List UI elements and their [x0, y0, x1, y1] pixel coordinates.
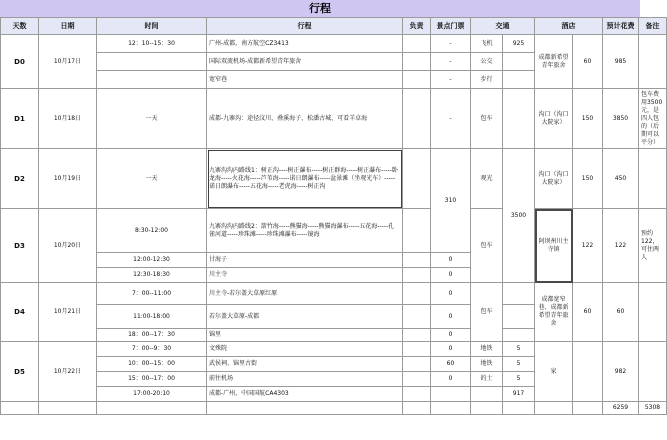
table-row — [1, 149, 667, 209]
table-row — [1, 342, 667, 357]
ticket-cell[interactable]: - — [431, 53, 471, 71]
transport-cell[interactable]: 步行 — [471, 71, 503, 89]
time-cell[interactable]: 12:00-12:30 — [97, 253, 207, 268]
header-note[interactable]: 备注 — [639, 18, 667, 35]
itinerary-table — [0, 17, 667, 415]
transport-cost-cell[interactable] — [503, 53, 535, 71]
grand-total-b[interactable]: 5308 — [639, 402, 667, 415]
total-cell[interactable]: 3850 — [603, 89, 639, 149]
grand-total-a[interactable]: 6259 — [603, 402, 639, 415]
total-cell[interactable]: 985 — [603, 35, 639, 89]
date-cell[interactable]: 10月22日 — [39, 342, 97, 402]
transport-cell[interactable]: 观光 — [471, 149, 503, 209]
hotel-cell[interactable]: 家 — [535, 342, 573, 402]
day-cell[interactable]: D1 — [1, 89, 39, 149]
time-cell[interactable]: 8:30-12:00 — [97, 209, 207, 253]
hotel-cell[interactable]: 成都新希望青年旅舍 — [535, 35, 573, 89]
total-cell[interactable]: 450 — [603, 149, 639, 209]
owner-cell[interactable] — [403, 149, 431, 209]
hotel-cost-cell[interactable] — [573, 342, 603, 402]
ticket-total-cell[interactable]: 310 — [431, 149, 471, 253]
ticket-cell[interactable]: 0 — [431, 372, 471, 387]
time-cell[interactable]: 一天 — [97, 89, 207, 149]
plan-cell[interactable]: 甘海子 — [207, 253, 403, 268]
time-cell[interactable]: 12：10--15：30 — [97, 35, 207, 53]
plan-cell[interactable]: 川主寺 — [207, 268, 403, 283]
plan-cell[interactable]: 成都-九寨沟：途径汶川、叠溪海子、松潘古城、可看羊卓海 — [207, 89, 403, 149]
transport-total-cell[interactable]: 3500 — [503, 149, 535, 283]
hotel-cost-cell[interactable]: 150 — [573, 89, 603, 149]
time-cell[interactable] — [97, 71, 207, 89]
header-est-cost[interactable]: 预计花费 — [603, 18, 639, 35]
time-cell[interactable]: 12:30-18:30 — [97, 268, 207, 283]
transport-cost-cell[interactable] — [503, 89, 535, 149]
transport-cell[interactable]: 包车 — [471, 209, 503, 283]
plan-cell[interactable]: 锦里 — [207, 329, 403, 342]
owner-cell[interactable] — [403, 387, 431, 402]
owner-cell[interactable] — [403, 372, 431, 387]
time-cell[interactable]: 10：00--15：00 — [97, 357, 207, 372]
owner-cell[interactable] — [403, 305, 431, 329]
total-cell[interactable]: 982 — [603, 342, 639, 402]
owner-cell[interactable] — [403, 53, 431, 71]
hotel-cell[interactable]: 沟口（沟口大院家） — [535, 149, 573, 209]
empty-cell[interactable] — [97, 402, 207, 415]
time-cell[interactable]: 11:00-18:00 — [97, 305, 207, 329]
empty-cell[interactable] — [403, 402, 431, 415]
transport-cost-cell[interactable]: 925 — [503, 35, 535, 53]
transport-cell[interactable]: 飞机 — [471, 35, 503, 53]
day-cell[interactable]: D3 — [1, 209, 39, 283]
owner-cell[interactable] — [403, 283, 431, 305]
plan-cell[interactable]: 文殊院 — [207, 342, 403, 357]
note-cell[interactable]: 预约122，可住两人 — [639, 209, 667, 283]
transport-cost-cell[interactable]: 917 — [503, 387, 535, 402]
transport-cost-cell[interactable]: 5 — [503, 372, 535, 387]
note-cell[interactable] — [639, 149, 667, 209]
plan-cell[interactable]: 若尔盖大草原-成都 — [207, 305, 403, 329]
owner-cell[interactable] — [403, 342, 431, 357]
date-cell[interactable]: 10月21日 — [39, 283, 97, 342]
ticket-cell[interactable]: 60 — [431, 357, 471, 372]
empty-cell[interactable] — [39, 402, 97, 415]
transport-cell[interactable]: 包车 — [471, 89, 503, 149]
hotel-cell[interactable]: 成都宽窄巷、成都新希望青年旅舍 — [535, 283, 573, 342]
transport-cost-cell[interactable]: 5 — [503, 357, 535, 372]
note-cell[interactable] — [639, 35, 667, 89]
transport-cost-cell[interactable] — [503, 305, 535, 329]
header-date[interactable]: 日期 — [39, 18, 97, 35]
date-cell[interactable]: 10月18日 — [39, 89, 97, 149]
plan-cell[interactable]: 川主寺-若尔盖大草原红原 — [207, 283, 403, 305]
empty-cell[interactable] — [1, 402, 39, 415]
table-row — [1, 209, 667, 253]
owner-cell[interactable] — [403, 268, 431, 283]
owner-cell[interactable] — [403, 35, 431, 53]
note-cell[interactable]: 包车费用3500元，是四人包的（后期可以平分） — [639, 89, 667, 149]
transport-cell[interactable] — [471, 387, 503, 402]
total-cell[interactable]: 122 — [603, 209, 639, 283]
owner-cell[interactable] — [403, 71, 431, 89]
ticket-cell[interactable]: 0 — [431, 253, 471, 268]
hotel-cell[interactable]: 沟口（沟口大院家） — [535, 89, 573, 149]
table-row — [1, 89, 667, 149]
note-cell[interactable] — [639, 342, 667, 402]
ticket-cell[interactable]: 0 — [431, 305, 471, 329]
transport-cell[interactable]: 包车 — [471, 283, 503, 342]
hotel-cell[interactable]: 阿坝州川主寺镇 — [535, 209, 573, 283]
header-row — [1, 18, 667, 35]
plan-cell[interactable]: 武侯祠、锦里古街 — [207, 357, 403, 372]
empty-cell[interactable] — [471, 402, 503, 415]
time-cell[interactable]: 15：00--17：00 — [97, 372, 207, 387]
plan-cell[interactable]: 前往机场 — [207, 372, 403, 387]
plan-cell[interactable]: 宽窄巷 — [207, 71, 403, 89]
totals-row — [1, 402, 667, 415]
ticket-cell[interactable] — [431, 387, 471, 402]
time-cell[interactable]: 18：00--17：30 — [97, 329, 207, 342]
ticket-cell[interactable]: - — [431, 71, 471, 89]
plan-cell[interactable]: 九寨沟沟内路线2：箭竹海-----熊猫海-----熊猫海瀑布-----五花海-----孔雀河道-----珍珠滩-----珍珠滩瀑布-----镜海 — [207, 209, 403, 253]
header-day[interactable]: 天数 — [1, 18, 39, 35]
plan-cell[interactable]: 广州-成都，南方航空CZ3413 — [207, 35, 403, 53]
owner-cell[interactable] — [403, 329, 431, 342]
header-transport[interactable]: 交通 — [471, 18, 535, 35]
time-cell[interactable]: 一天 — [97, 149, 207, 209]
day-cell[interactable]: D2 — [1, 149, 39, 209]
transport-cell[interactable]: 地铁 — [471, 342, 503, 357]
empty-cell[interactable] — [503, 402, 535, 415]
ticket-cell[interactable]: - — [431, 35, 471, 53]
transport-cost-cell[interactable] — [503, 71, 535, 89]
time-cell[interactable]: 7：00--9：30 — [97, 342, 207, 357]
owner-cell[interactable] — [403, 89, 431, 149]
transport-cost-cell[interactable] — [503, 283, 535, 305]
table-row — [1, 283, 667, 305]
day-cell[interactable]: D4 — [1, 283, 39, 342]
hotel-cost-cell[interactable]: 60 — [573, 283, 603, 342]
hotel-cost-cell[interactable]: 150 — [573, 149, 603, 209]
transport-cell[interactable]: 地铁 — [471, 357, 503, 372]
header-hotel[interactable]: 酒店 — [535, 18, 603, 35]
time-cell[interactable] — [97, 53, 207, 71]
table-row — [1, 35, 667, 53]
sheet-title: 行程 — [0, 0, 640, 18]
day-cell[interactable]: D5 — [1, 342, 39, 402]
hotel-cost-cell[interactable]: 122 — [573, 209, 603, 283]
ticket-cell[interactable]: 0 — [431, 342, 471, 357]
date-cell[interactable]: 10月19日 — [39, 149, 97, 209]
owner-cell[interactable] — [403, 253, 431, 268]
empty-cell[interactable] — [431, 402, 471, 415]
plan-cell[interactable]: 成都-广州，中国国航CA4303 — [207, 387, 403, 402]
plan-cell[interactable]: 九寨沟沟内路线1：树正沟----树正瀑布-----树正群海-----树正瀑布-----卧龙海-----火花海-----芦苇海-----诺日朗瀑布-----盆景滩（坐观光车）-----诺日朗瀑布-----五花海-----老虎海-----树正沟 — [207, 149, 403, 209]
empty-cell[interactable] — [207, 402, 403, 415]
transport-cell[interactable]: 公交 — [471, 53, 503, 71]
total-cell[interactable]: 60 — [603, 283, 639, 342]
time-cell[interactable]: 17:00-20:10 — [97, 387, 207, 402]
ticket-cell[interactable]: - — [431, 89, 471, 149]
date-cell[interactable]: 10月20日 — [39, 209, 97, 283]
ticket-cell[interactable]: 0 — [431, 329, 471, 342]
date-cell[interactable]: 10月17日 — [39, 35, 97, 89]
transport-cell[interactable]: 的士 — [471, 372, 503, 387]
owner-cell[interactable] — [403, 209, 431, 253]
transport-cost-cell[interactable] — [503, 329, 535, 342]
time-cell[interactable]: 7：00--11:00 — [97, 283, 207, 305]
note-cell[interactable] — [639, 283, 667, 342]
plan-cell[interactable]: 国际双流机场-成都新希望青年旅舍 — [207, 53, 403, 71]
header-time[interactable]: 时间 — [97, 18, 207, 35]
hotel-cost-cell[interactable]: 60 — [573, 35, 603, 89]
empty-cell[interactable] — [573, 402, 603, 415]
ticket-cell[interactable]: 0 — [431, 268, 471, 283]
transport-cost-cell[interactable]: 5 — [503, 342, 535, 357]
empty-cell[interactable] — [535, 402, 573, 415]
day-cell[interactable]: D0 — [1, 35, 39, 89]
ticket-cell[interactable]: 0 — [431, 283, 471, 305]
header-plan[interactable]: 行程 — [207, 18, 403, 35]
header-owner[interactable]: 负责 — [403, 18, 431, 35]
header-ticket[interactable]: 景点门票 — [431, 18, 471, 35]
owner-cell[interactable] — [403, 357, 431, 372]
